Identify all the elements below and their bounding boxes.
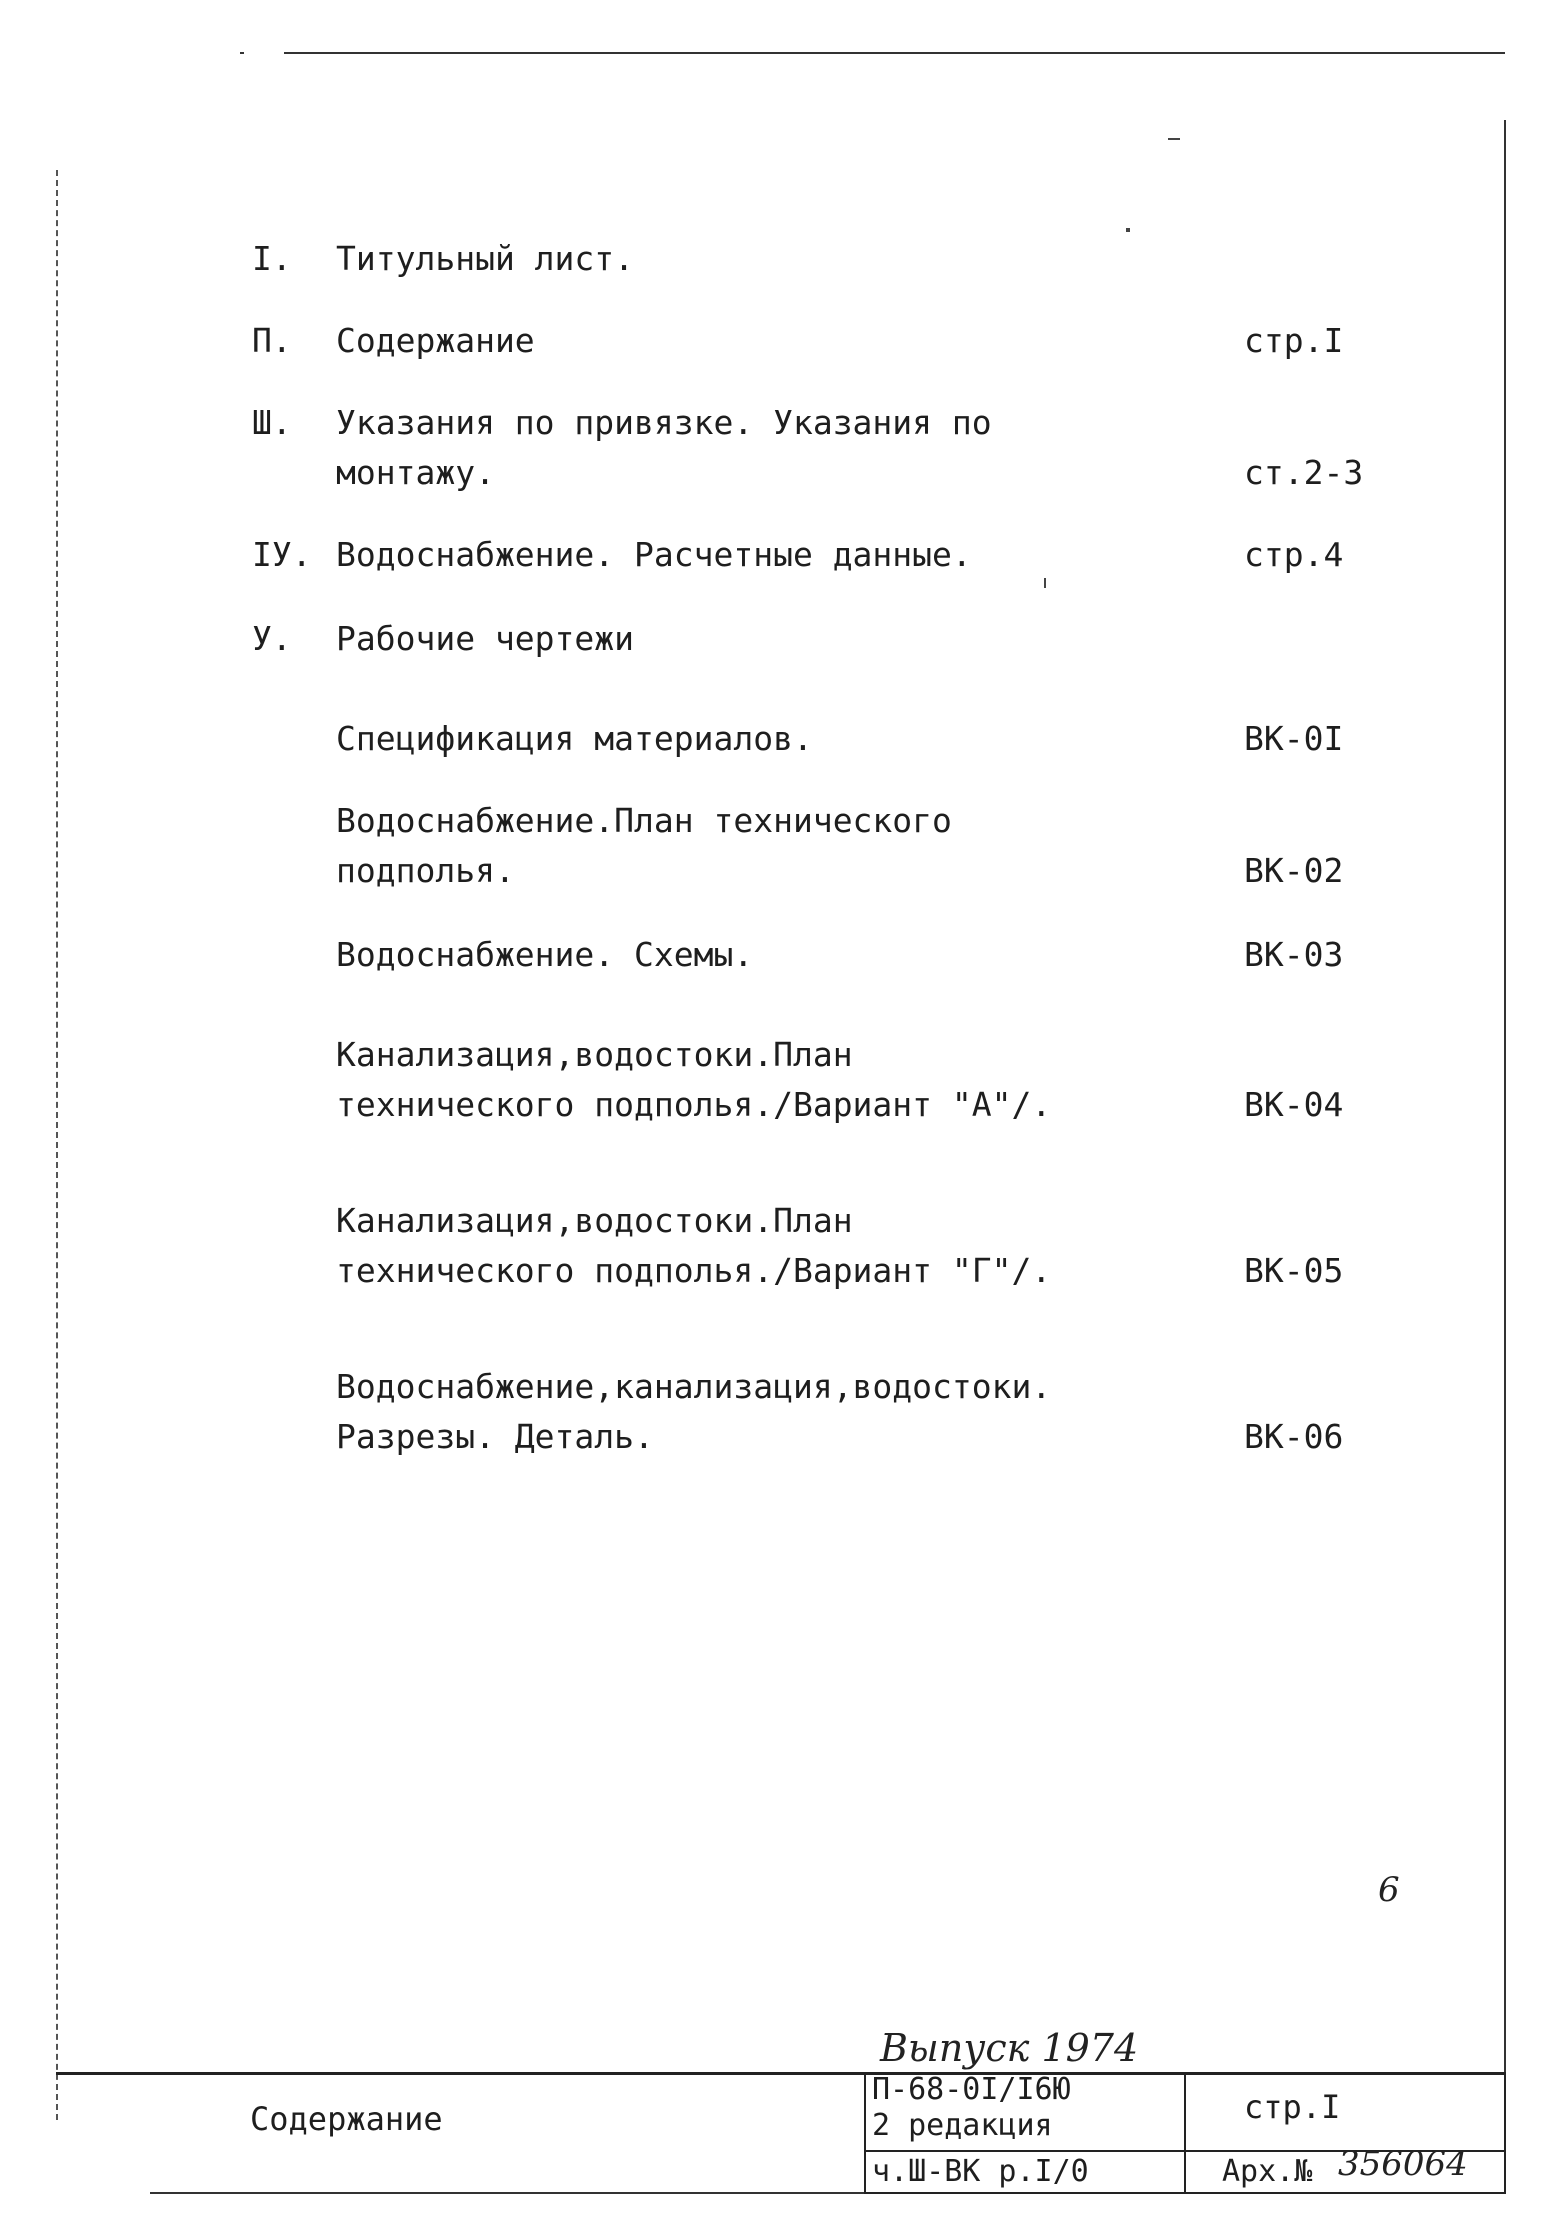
toc-page-ref: ВК-05: [1244, 1251, 1344, 1290]
toc-title: Водоснабжение. Расчетные данные.: [336, 535, 972, 574]
scan-speck: [1126, 228, 1130, 232]
toc-page-ref: стр.4: [1244, 535, 1344, 574]
title-block-page-cell: [1184, 2072, 1506, 2152]
scan-speck: [1168, 138, 1180, 140]
series-code: П-68-0I/I6Ю: [872, 2072, 1071, 2107]
toc-page-ref: стр.I: [1244, 321, 1344, 360]
toc-title: Водоснабжение,канализация,водостоки.: [336, 1367, 1052, 1406]
archive-number: 356064: [1338, 2144, 1468, 2184]
toc-title: Водоснабжение. Схемы.: [336, 935, 754, 974]
toc-title: Титульный лист.: [336, 239, 635, 278]
toc-title-cont: технического подполья./Вариант "А"/.: [336, 1085, 1052, 1124]
top-frame-line: [240, 52, 1505, 54]
toc-title-cont: технического подполья./Вариант "Г"/.: [336, 1251, 1052, 1290]
right-frame-line: [1504, 120, 1506, 2170]
scan-speck: [1044, 578, 1046, 588]
margin-page-mark: 6: [1378, 1870, 1400, 1910]
toc-page-ref: ВК-03: [1244, 935, 1344, 974]
toc-title: Канализация,водостоки.План: [336, 1035, 853, 1074]
toc-number: Ш.: [252, 403, 292, 442]
toc-title-cont: Разрезы. Деталь.: [336, 1417, 654, 1456]
toc-title: Указания по привязке. Указания по: [336, 403, 992, 442]
edition: 2 редакция: [872, 2108, 1053, 2143]
title-block-page: стр.I: [1244, 2088, 1341, 2126]
toc-page-ref: ВК-0I: [1244, 719, 1344, 758]
toc-number: П.: [252, 321, 292, 360]
top-frame-gap: [244, 52, 284, 55]
toc-title: Рабочие чертежи: [336, 619, 635, 658]
archive-label: Арх.№: [1222, 2154, 1313, 2189]
toc-title: Спецификация материалов.: [336, 719, 813, 758]
toc-title: Канализация,водостоки.План: [336, 1201, 853, 1240]
title-block-name: Содержание: [250, 2100, 443, 2138]
toc-page-ref: ст.2-3: [1244, 453, 1364, 492]
toc-title: Водоснабжение.План технического: [336, 801, 952, 840]
toc-number: IУ.: [252, 535, 312, 574]
part-code: ч.Ш-ВК р.I/0: [872, 2154, 1089, 2189]
left-binding-marks: [56, 170, 58, 2120]
toc-title: Содержание: [336, 321, 535, 360]
toc-title-cont: монтажу.: [336, 453, 495, 492]
toc-number: У.: [252, 619, 292, 658]
toc-title-cont: подполья.: [336, 851, 515, 890]
toc-number: I.: [252, 239, 292, 278]
toc-page-ref: ВК-02: [1244, 851, 1344, 890]
toc-page-ref: ВК-04: [1244, 1085, 1344, 1124]
toc-page-ref: ВК-06: [1244, 1417, 1344, 1456]
issue-handwritten: Выпуск 1974: [880, 2026, 1139, 2070]
